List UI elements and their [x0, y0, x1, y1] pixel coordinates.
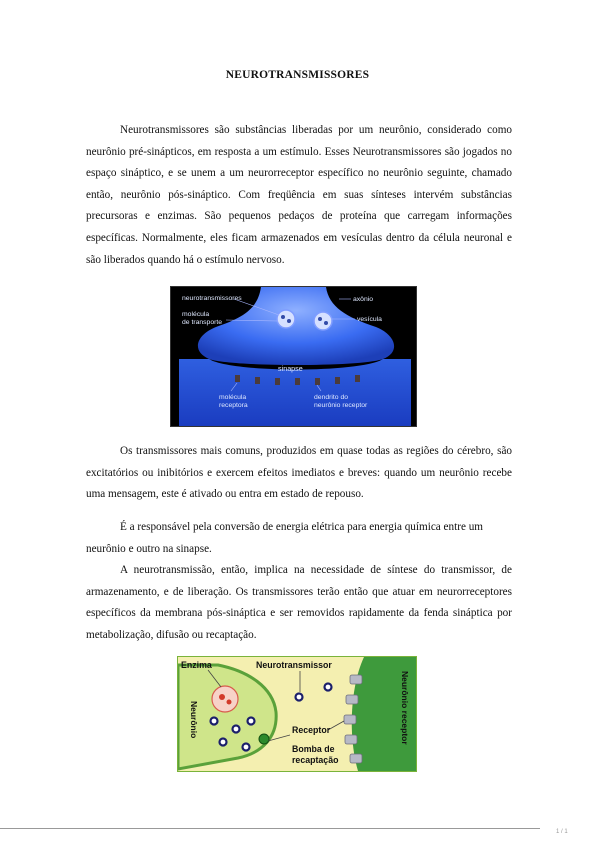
paragraph-neurotransmission: A neurotransmissão, então, implica na necessidade de síntese do transmissor, de armazenamento, e de liberação. Os transmissores terão então que atuar em neurorreceptores específicos da membrana pós-sináptica e ser removidos rapidamente da fenda sináptica por metabolização, difusão ou recaptação. — [86, 564, 512, 641]
label-receptor-molecule-2: receptora — [219, 402, 248, 409]
reuptake-pump-shape — [259, 734, 269, 744]
synapse-diagram — [171, 287, 416, 426]
label-transport-molecule-1: molécula — [182, 311, 210, 318]
enzyme-shape — [212, 686, 238, 712]
reuptake-diagram — [178, 657, 416, 771]
label-enzyme: Enzima — [181, 660, 212, 670]
label-axon: axônio — [353, 296, 374, 303]
label-dendrite-2: neurônio receptor — [314, 402, 368, 409]
label-neuron: Neurônio — [189, 701, 199, 739]
footer-rule — [0, 828, 540, 829]
label-dendrite-1: dendrito do — [314, 394, 349, 401]
label-pump-1: Bomba de — [292, 744, 335, 754]
vesicle-left — [277, 310, 295, 328]
label-neurotransmitters: neurotransmissores — [182, 295, 242, 302]
paragraph-intro: Neurotransmissores são substâncias liberadas por um neurônio, considerado como neurônio pré-sinápticos, em resposta a um estímulo. Esses Neurotransmissores são jogados no espaço sináptico, e se unem a um neurorreceptor específico no neurônio seguinte, chamado então, neurônio pós-sináptico. Com freqüência em suas sínteses intervém substâncias precursoras e enzimas. São pequenos pedaços de proteína que carregam informações específicas. Normalmente, eles ficam armazenados em vesículas dentro da célula neuronal e são liberados quando há o estímulo nervoso. — [86, 124, 512, 266]
reuptake-figure — [177, 656, 417, 772]
label-receptor-molecule-1: molécula — [219, 394, 247, 401]
label-receptor-neuron: Neurônio receptor — [400, 671, 410, 745]
document-title: NEUROTRANSMISSORES — [225, 69, 370, 81]
vesicle-right — [314, 312, 332, 330]
label-transport-molecule-2: de transporte — [182, 319, 223, 326]
label-receptor: Receptor — [292, 725, 331, 735]
paragraph-common-transmitters: Os transmissores mais comuns, produzidos em quase todas as regiões do cérebro, são excitatórios ou inibitórios e exercem efeitos imediatos e breves: quando um neurônio recebe uma mensagem, este é ativado ou entra em estado de repouso. — [86, 445, 512, 501]
page-number: 1 / 1 — [556, 829, 568, 835]
label-synapse: sinapse — [278, 364, 303, 373]
label-pump-2: recaptação — [292, 755, 339, 765]
label-vesicle: vesícula — [357, 316, 382, 323]
synapse-figure — [170, 286, 417, 427]
paragraph-energy-conversion: É a responsável pela conversão de energia elétrica para energia química entre um neurônio e outro na sinapse. — [86, 521, 484, 555]
label-neurotransmitter: Neurotransmissor — [256, 660, 332, 670]
